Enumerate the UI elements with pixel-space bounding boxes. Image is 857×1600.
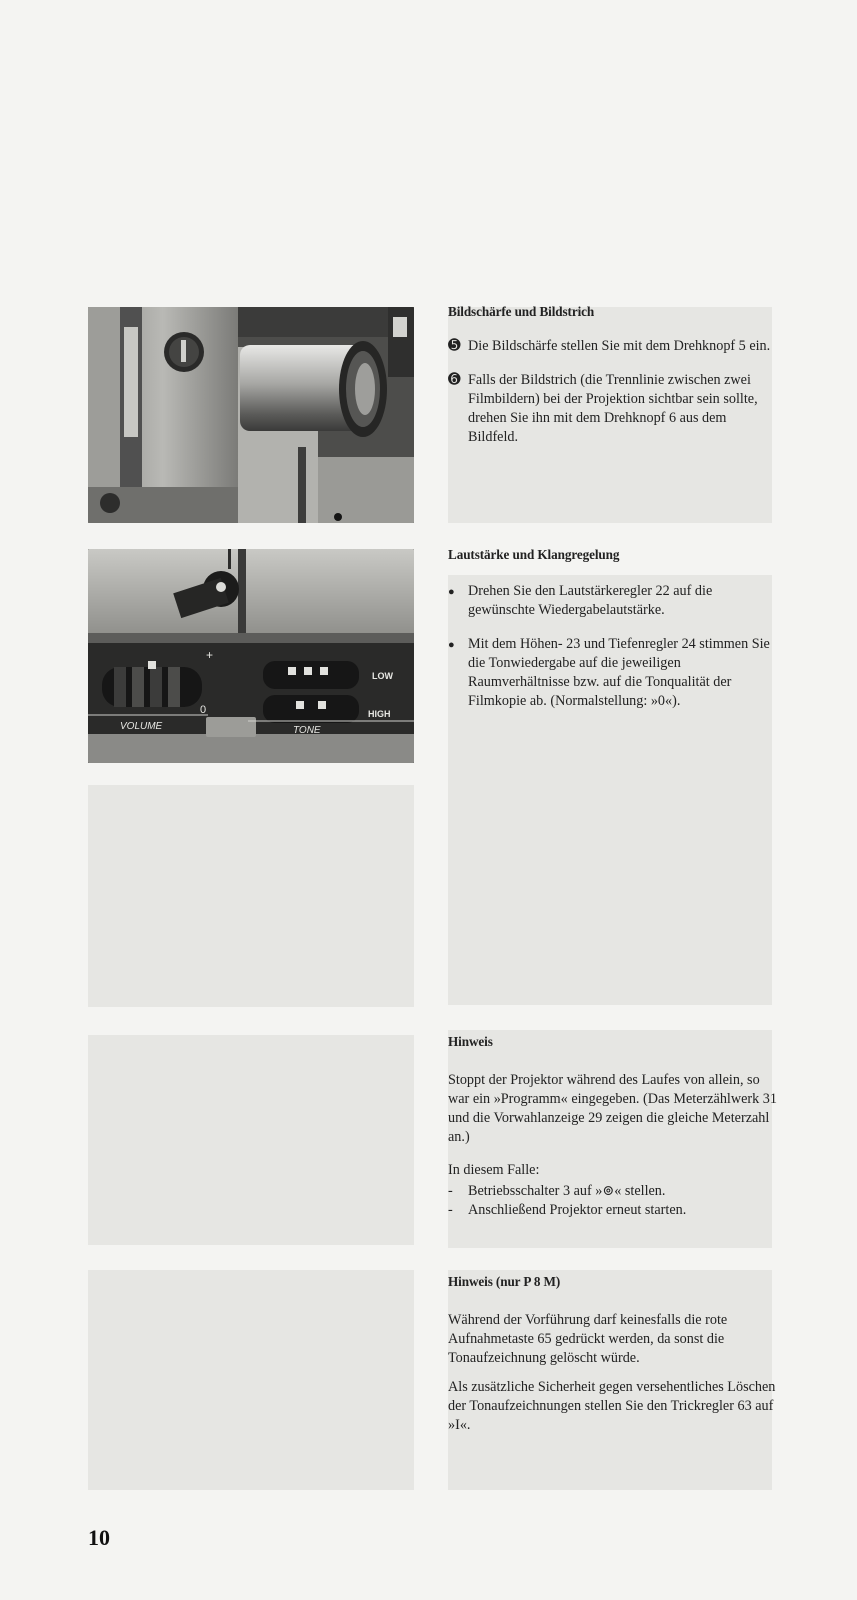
section-heading: Hinweis [448, 1034, 493, 1049]
step-6-marker: ➏ [448, 372, 461, 388]
show-through-block [88, 1270, 414, 1490]
list-item [448, 582, 778, 620]
sound-controls-photo [88, 549, 414, 763]
dash-marker: - [448, 1183, 453, 1199]
list-item-text: Falls der Bildstrich (die Trennlinie zwischen zwei Filmbildern) bei der Projektion sichtbar sein sollte, drehen Sie ihn mit dem Drehknopf 6 aus dem Bildfeld. [468, 372, 758, 445]
note-paragraph: In diesem Falle: [448, 1162, 540, 1178]
list-item-text: Die Bildschärfe stellen Sie mit dem Drehknopf 5 ein. [468, 338, 771, 354]
dash-item [448, 1182, 778, 1201]
section-heading: Bildschärfe und Bildstrich [448, 304, 595, 319]
list-item [448, 635, 778, 711]
photo-label-low: LOW [372, 671, 393, 681]
bullet-icon: ● [448, 586, 455, 598]
photo-label-zero: 0 [200, 704, 207, 716]
bullet-icon: ● [448, 639, 455, 651]
photo-label-volume: VOLUME [120, 721, 163, 732]
section-note [448, 1032, 778, 1220]
dash-item-text: Anschließend Projektor erneut starten. [468, 1202, 687, 1218]
section-note-p8m [448, 1272, 778, 1447]
dash-marker: - [448, 1202, 453, 1218]
note-paragraph: Als zusätzliche Sicherheit gegen versehentliches Löschen der Tonaufzeichnungen stellen Sie den Trickregler 63 auf »I«. [448, 1379, 776, 1433]
projector-lens-photo [88, 307, 414, 523]
note-paragraph: Während der Vorführung darf keinesfalls die rote Aufnahmetaste 65 gedrückt werden, da sonst die Tonaufzeichnung gelöscht würde. [448, 1312, 728, 1366]
list-item [448, 371, 778, 447]
show-through-block [88, 785, 414, 1007]
photo-label-tone: TONE [293, 725, 321, 736]
photo-label-high: HIGH [368, 709, 391, 719]
list-item [448, 337, 778, 356]
step-5-marker: ➎ [448, 338, 461, 354]
show-through-block [88, 1035, 414, 1245]
list-item-text: Drehen Sie den Lautstärkeregler 22 auf die gewünschte Wiedergabelautstärke. [468, 583, 713, 618]
section-heading: Hinweis (nur P 8 M) [448, 1274, 561, 1289]
photo-label-plus: + [206, 648, 214, 662]
list-item-text: Mit dem Höhen- 23 und Tiefenregler 24 stimmen Sie die Tonwiedergabe auf die jeweiligen Raumverhältnisse bzw. auf die Tonqualität der Filmkopie ab. (Normalstellung: »0«). [468, 636, 770, 709]
section-heading: Lautstärke und Klangregelung [448, 547, 620, 562]
note-paragraph: Stoppt der Projektor während des Laufes von allein, so war ein »Programm« eingegeben. (Das Meterzählwerk 31 und die Vorwahlanzeige 29 zeigen die gleiche Meterzahl an.) [448, 1072, 777, 1145]
dash-item [448, 1201, 778, 1220]
page-number: 10 [88, 1525, 110, 1550]
section-sound [448, 545, 778, 726]
section-focus [448, 302, 778, 462]
dash-item-text: Betriebsschalter 3 auf »⊚« stellen. [468, 1183, 666, 1199]
